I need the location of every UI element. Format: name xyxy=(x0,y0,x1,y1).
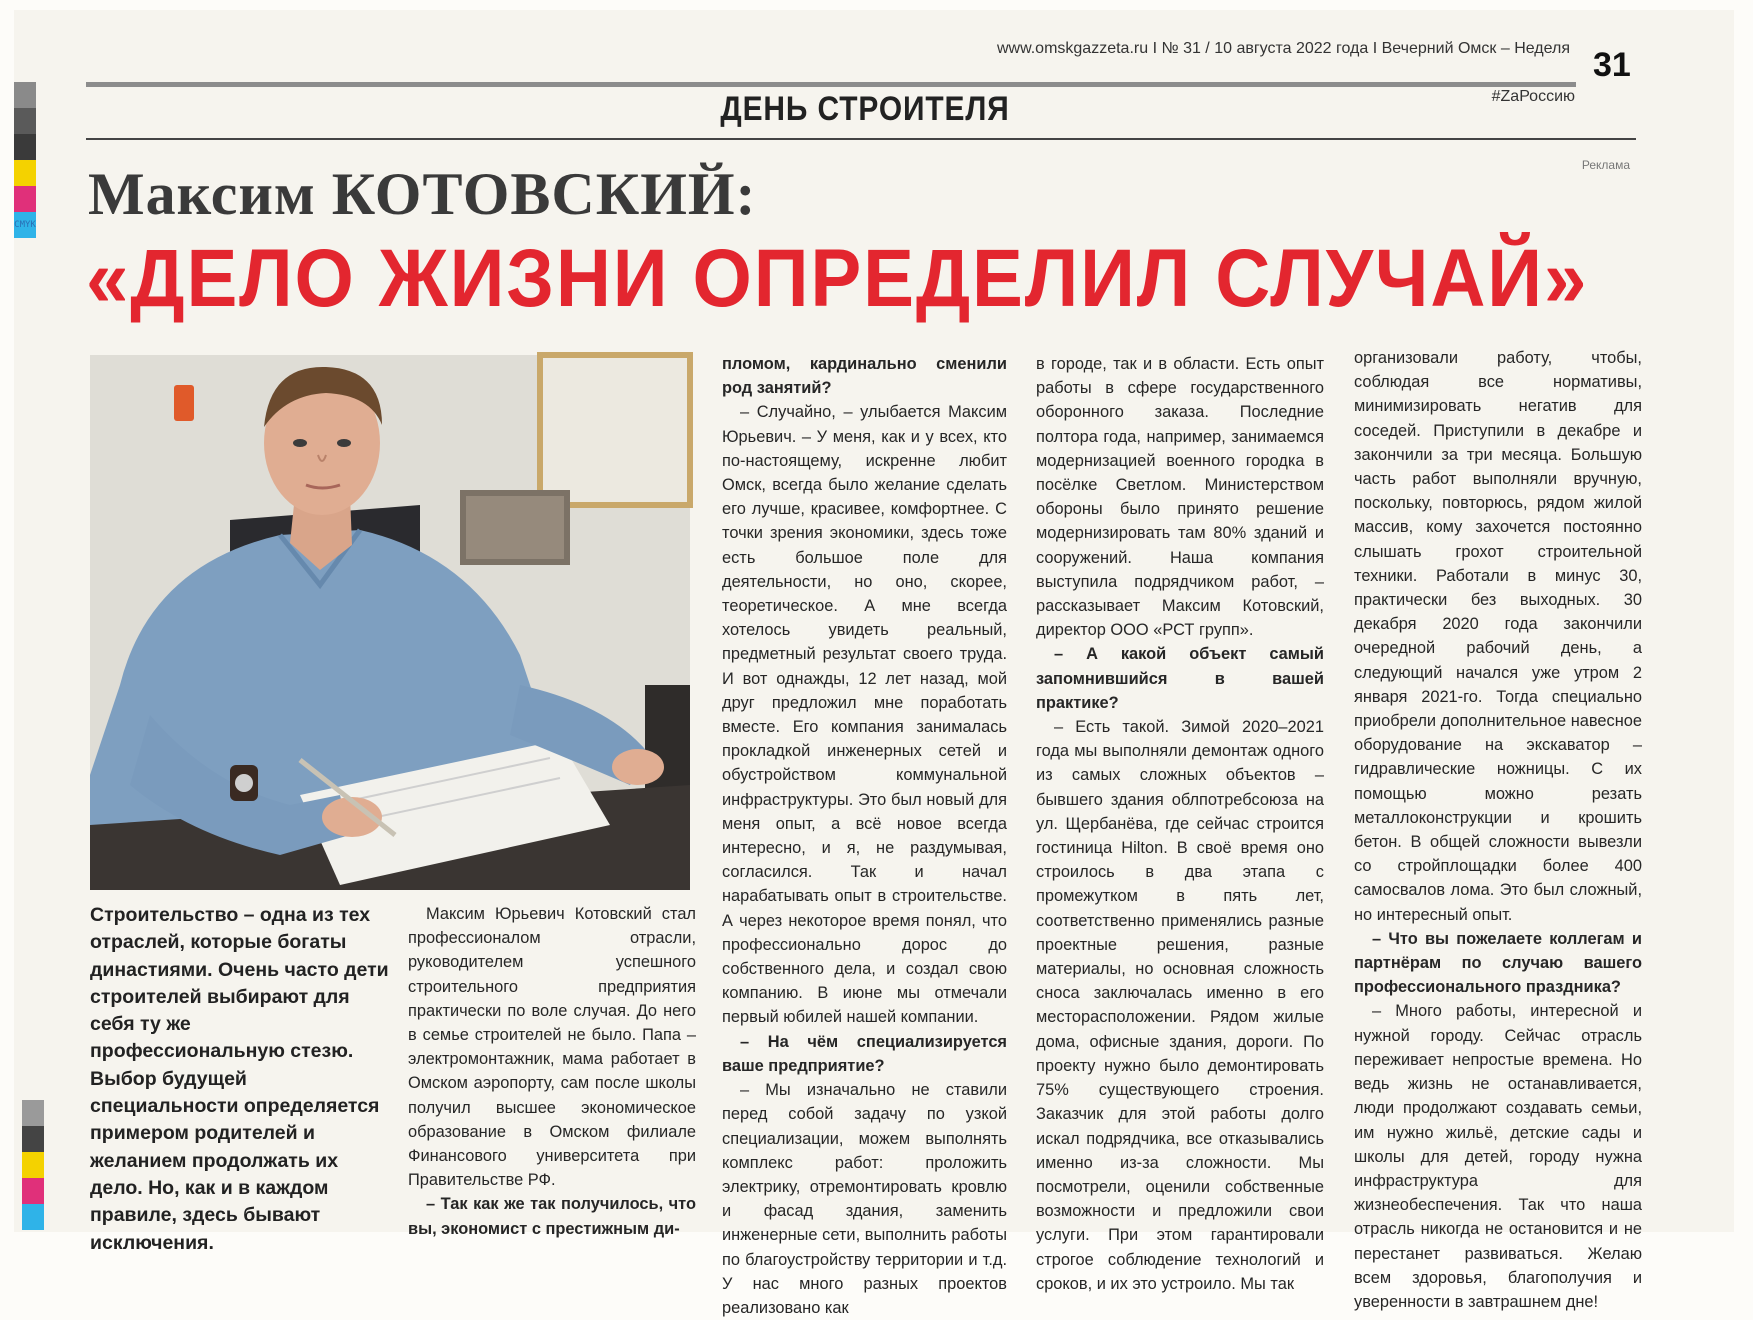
paragraph: – Мы изначально не ставили перед собой задачу по узкой специализации, можем выполнять комплекс работ: проложить электрику, отремонтировать кровлю и фасад здания, заменить инженерные сети, выполнить работы по благоустройству территории и т.д. У нас много разных проектов реализовано как xyxy=(722,1081,1007,1317)
article-column-4 xyxy=(1354,346,1642,1311)
section-title: ДЕНЬ СТРОИТЕЛЯ xyxy=(720,90,1010,128)
page-number: 31 xyxy=(1593,46,1631,84)
article-column-1 xyxy=(408,902,696,1238)
paragraph: – Много работы, интересной и нужной городу. Сейчас отрасль переживает непростые времена. Но ведь жизнь не останавливается, люди продолжают создавать семьи, им нужно жильё, детские сады и школы для детей, городу нужна инфраструктура для жизнеобеспечения. Так что наша отрасль никогда не остановится и не перестанет развиваться. Желаю всем здоровья, благополучия и уверенности в завтрашнем дне! xyxy=(1354,1002,1642,1311)
portrait-illustration xyxy=(90,355,690,890)
masthead: www.omskgazzeta.ru I № 31 / 10 августа 2022 года I Вечерний Омск – Неделя xyxy=(996,40,1570,57)
headline-name: Максим КОТОВСКИЙ: xyxy=(88,161,757,227)
ad-label: Реклама xyxy=(1581,158,1630,172)
header-rule xyxy=(86,82,1576,87)
paragraph: – Есть такой. Зимой 2020–2021 года мы выполняли демонтаж одного из самых сложных объектов – бывшего здания облпотребсоюза на ул. Щербанёва, где сейчас строится гостиница Hilton. В своё время оно строилось в два этапа с промежутком в пять лет, соответственно применялись разные проектные решения, разные материалы, но основная сложность сноса заключалась именно в его месторасположении. Рядом жилые дома, офисные здания, дороги. По проекту нужно было демонтировать 75% существующего строения. Заказчик для этой работы долго искал подрядчика, все отказывались именно из-за сложности. Мы посмотрели, оценили собственные возможности и предложили свои услуги. При этом гарантировали строгое соблюдение технологий и сроков, и их это устроило. Мы так xyxy=(1036,718,1324,1293)
interview-question: пломом, кардинально сменили род занятий? xyxy=(722,355,1007,398)
color-registration-strip-bottom xyxy=(22,1100,44,1230)
interview-question: – Так как же так получилось, что вы, экономист с престижным ди- xyxy=(408,1195,696,1238)
interview-question: – А какой объект самый запомнившийся в вашей практике? xyxy=(1036,645,1324,712)
section-rule xyxy=(86,138,1636,140)
paragraph: – Случайно, – улыбается Максим Юрьевич. – У меня, как и у всех, кто по-настоящему, искренне любит Омск, всегда было желание сделать его лучше, красивее, комфортнее. С точки зрения экономики, здесь тоже есть большое поле для деятельности, но оно, скорее, теоретическое. А мне всегда хотелось увидеть реальный, предметный результат своего труда. И вот однажды, 12 лет назад, мой друг предложил мне поработать вместе. Его компания занималась прокладкой инженерных сетей и обустройством коммунальной инфраструктуры. Это был новый для меня опыт, а всё новое всегда интересно, и я, не раздумывая, согласился. Так и начал нарабатывать опыт в строительстве. А через некоторое время понял, что профессионально дорос до собственного дела, и создал свою компанию. В июне мы отмечали первый юбилей нашей компании. xyxy=(722,403,1007,1027)
article-column-2 xyxy=(722,352,1007,1317)
hashtag: #ZaРоссию xyxy=(1491,88,1575,105)
article-column-3 xyxy=(1036,352,1324,1293)
paragraph: организовали работу, чтобы, соблюдая все нормативы, минимизировать негатив для соседей. Приступили в декабре и закончили за три месяца. Большую часть работ выполняли вручную, поскольку, повторюсь, рядом жилой массив, кому захочется постоянно слышать грохот строительной техники. Работали в минус 30, практически без выходных. 30 декабря 2020 года закончили очередной рабочий день, а следующий начался уже утром 2 января 2021-го. Тогда специально приобрели дополнительное навесное оборудование на экскаватор – гидравлические ножницы. С их помощью можно резать металлоконструкции и крошить бетон. В общей сложности вывезли со стройплощадки более 400 самосвалов лома. Это был сложный, но интересный опыт. xyxy=(1354,349,1642,924)
headline-quote: «ДЕЛО ЖИЗНИ ОПРЕДЕЛИЛ СЛУЧАЙ» xyxy=(86,233,1589,324)
cmyk-label: CMYK xyxy=(14,220,36,230)
color-registration-strip xyxy=(14,82,36,238)
paragraph: в городе, так и в области. Есть опыт работы в сфере государственного оборонного заказа. Последние полтора года, например, занимаемся модернизацией военного городка в посёлке Светлом. Министерством обороны было принято решение модернизировать там 80% зданий и сооружений. Наша компания выступила подрядчиком работ, – рассказывает Максим Котовский, директор ООО «РСТ групп». xyxy=(1036,355,1324,640)
photo-caption-lead: Строительство – одна из тех отраслей, которые богаты династиями. Очень часто дети строителей выбирают для себя ту же профессиональную стезю. Выбор будущей специальности определяется примером родителей и желанием продолжать их дело. Но, как и в каждом правиле, здесь бывают исключения. xyxy=(90,904,389,1254)
paragraph: Максим Юрьевич Котовский стал профессионалом отрасли, руководителем успешного строительного предприятия практически по воле случая. До него в семье строителей не было. Папа – электромонтажник, мама работает в Омском аэропорту, сам после школы получил высшее экономическое образование в Омском филиале Финансового университета при Правительстве РФ. xyxy=(408,905,696,1190)
portrait-photo xyxy=(90,355,690,890)
interview-question: – На чём специализируется ваше предприятие? xyxy=(722,1032,1007,1075)
interview-question: – Что вы пожелаете коллегам и партнёрам по случаю вашего профессионального праздника? xyxy=(1354,929,1642,997)
